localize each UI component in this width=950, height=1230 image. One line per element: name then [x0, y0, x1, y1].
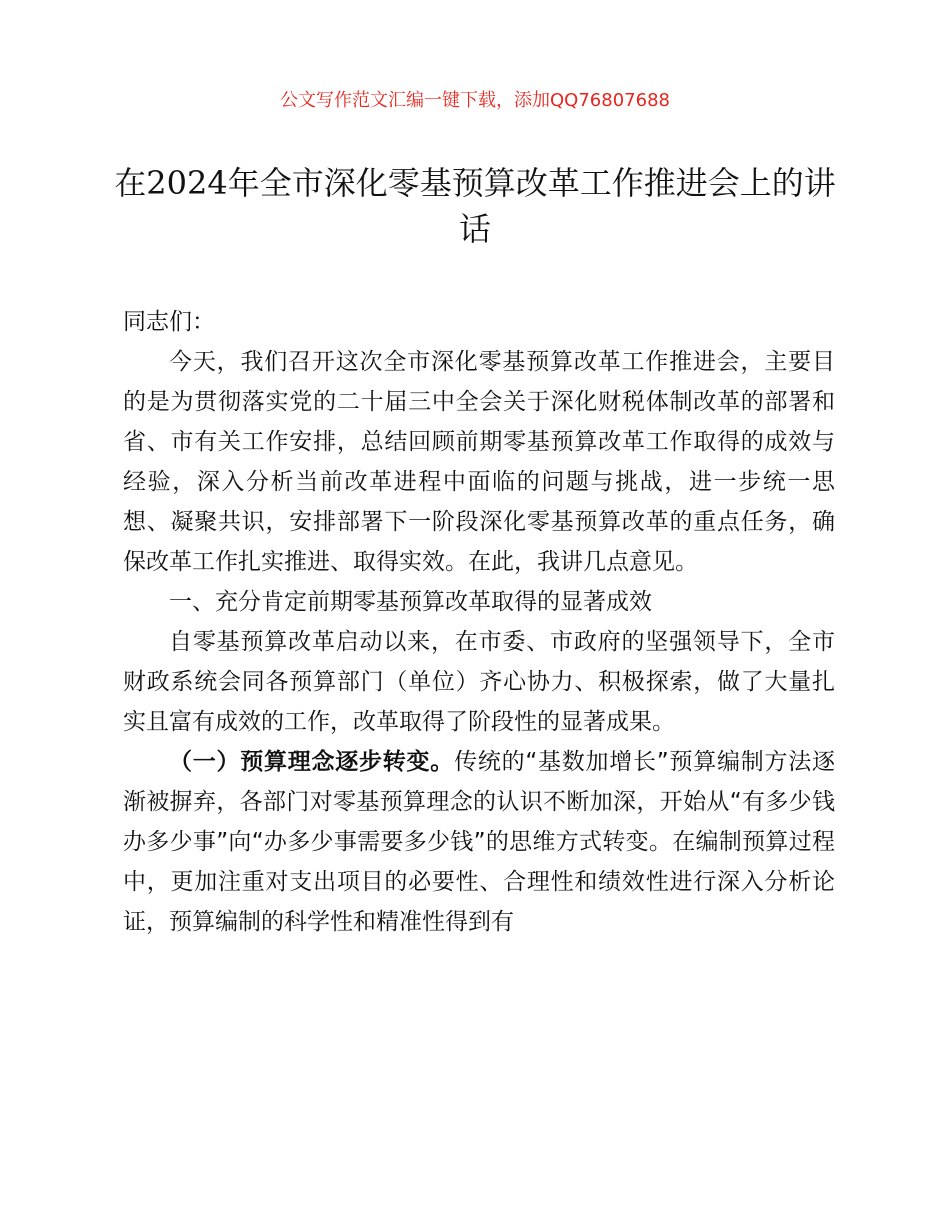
subsection-heading-1: （一）预算理念逐步转变。 — [169, 749, 455, 775]
document-title: 在2024年全市深化零基预算改革工作推进会上的讲话 — [114, 164, 836, 248]
document-body — [123, 302, 835, 942]
download-promo-note: 公文写作范文汇编一键下载，添加QQ76807688 — [280, 90, 670, 111]
section-heading-1: 一、充分肯定前期零基预算改革取得的显著成效 — [169, 589, 652, 615]
paragraph-subsection-1 — [123, 742, 835, 942]
paragraph-achievements: 自零基预算改革启动以来，在市委、市政府的坚强领导下，全市财政系统会同各预算部门（单位）齐心协力、积极探索，做了大量扎实且富有成效的工作，改革取得了阶段性的显著成果。 — [123, 629, 835, 735]
salutation: 同志们： — [123, 309, 215, 335]
subsection-body-1: 传统的“基数加增长”预算编制方法逐渐被摒弃，各部门对零基预算理念的认识不断加深，开始从“有多少钱办多少事”向“办多少事需要多少钱”的思维方式转变。在编制预算过程中，更加注重对支出项目的必要性、合理性和绩效性进行深入分析论证，预算编制的科学性和精准性得到有 — [123, 749, 835, 935]
paragraph-intro: 今天，我们召开这次全市深化零基预算改革工作推进会，主要目的是为贯彻落实党的二十届三中全会关于深化财税体制改革的部署和省、市有关工作安排，总结回顾前期零基预算改革工作取得的成效与经验，深入分析当前改革进程中面临的问题与挑战，进一步统一思想、凝聚共识，安排部署下一阶段深化零基预算改革的重点任务，确保改革工作扎实推进、取得实效。在此，我讲几点意见。 — [123, 349, 835, 575]
